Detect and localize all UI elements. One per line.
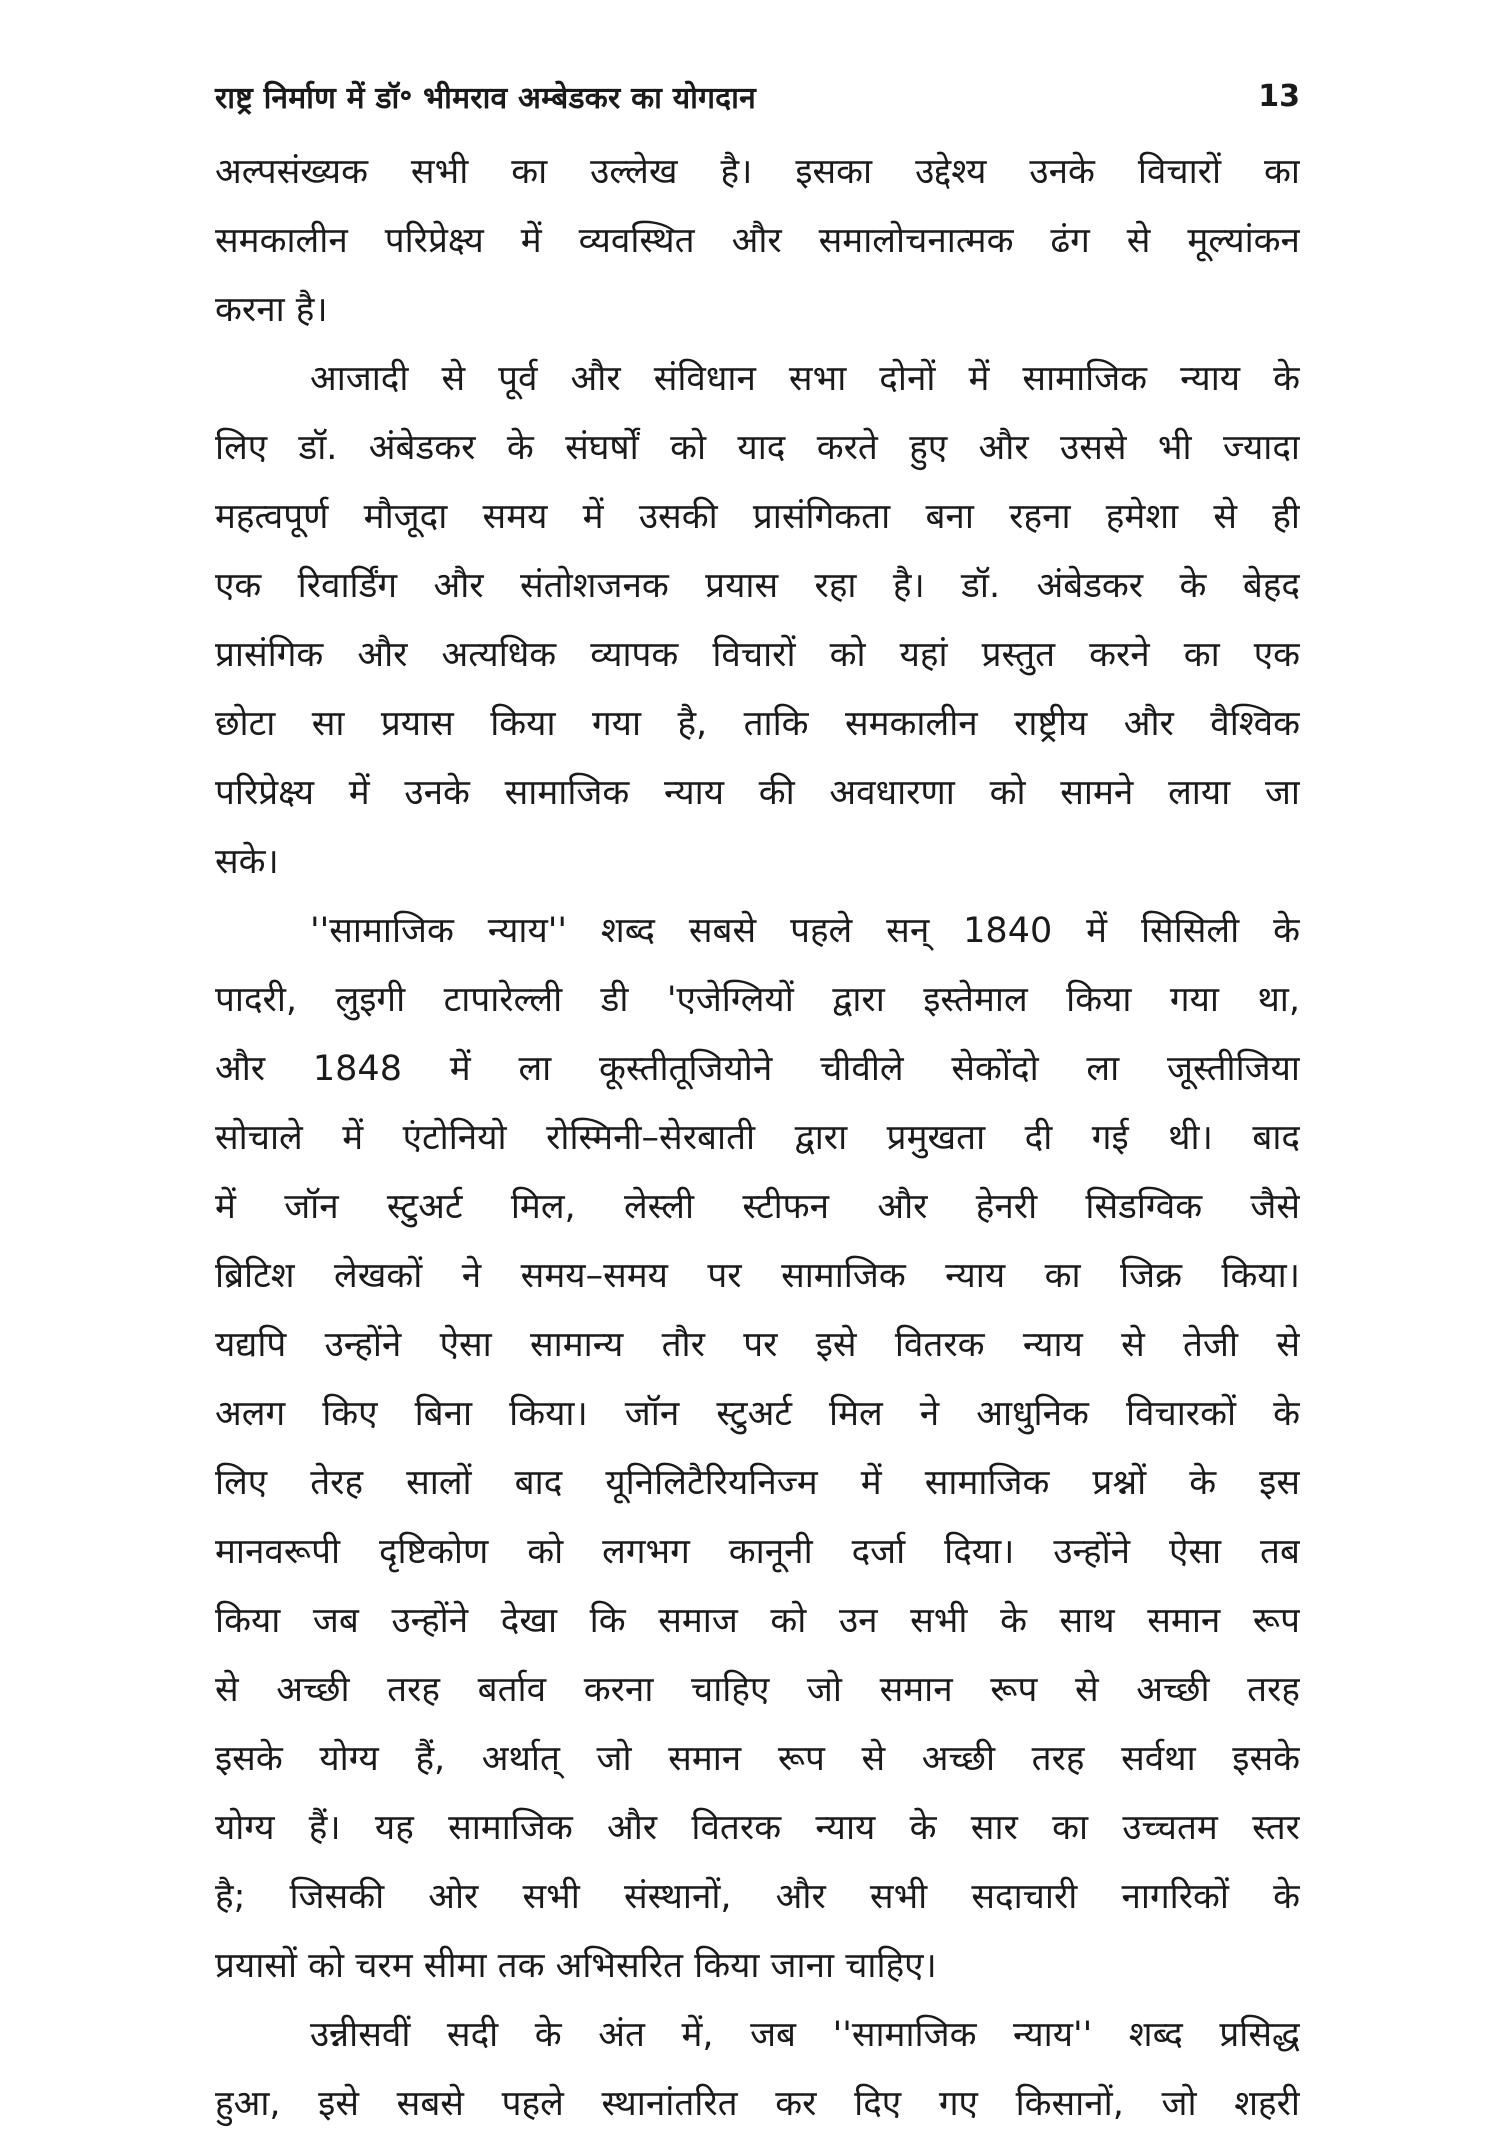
text-line: करना है। (215, 290, 328, 330)
text-line: पादरी, लुइगी टापारेल्ली डी 'एजेग्लियों द्वारा इस्तेमाल किया गया था, (215, 980, 1300, 1020)
text-line: हुआ, इसे सबसे पहले स्थानांतरित कर दिए गए किसानों, जो शहरी (215, 2084, 1300, 2124)
text-line: इसके योग्य हैं, अर्थात् जो समान रूप से अच्छी तरह सर्वथा इसके (215, 1739, 1300, 1779)
text-line: छोटा सा प्रयास किया गया है, ताकि समकालीन राष्ट्रीय और वैश्विक (215, 704, 1300, 744)
text-line: सोचाले में एंटोनियो रोस्मिनी–सेरबाती द्वारा प्रमुखता दी गई थी। बाद (215, 1118, 1300, 1158)
text-line: ब्रिटिश लेखकों ने समय–समय पर सामाजिक न्याय का जिक्र किया। (215, 1256, 1300, 1296)
text-line: प्रयासों को चरम सीमा तक अभिसरित किया जाना चाहिए। (215, 1946, 937, 1986)
text-line: अल्पसंख्यक सभी का उल्लेख है। इसका उद्देश्य उनके विचारों का (215, 152, 1300, 192)
text-line: अलग किए बिना किया। जॉन स्टुअर्ट मिल ने आधुनिक विचारकों के (215, 1394, 1300, 1434)
text-line: परिप्रेक्ष्य में उनके सामाजिक न्याय की अवधारणा को सामने लाया जा (215, 773, 1300, 813)
text-line: ''सामाजिक न्याय'' शब्द सबसे पहले सन् 1840 में सिसिली के (310, 911, 1300, 951)
text-line: प्रासंगिक और अत्यधिक व्यापक विचारों को यहां प्रस्तुत करने का एक (215, 635, 1300, 675)
text-line: आजादी से पूर्व और संविधान सभा दोनों में सामाजिक न्याय के (310, 359, 1300, 399)
text-line: समकालीन परिप्रेक्ष्य में व्यवस्थित और समालोचनात्मक ढंग से मूल्यांकन (215, 221, 1300, 261)
text-line: और 1848 में ला कूस्तीतूजियोने चीवीले सेकोंदो ला जूस्तीजिया (215, 1049, 1300, 1089)
text-line: एक रिवार्डिंग और संतोशजनक प्रयास रहा है। डॉ. अंबेडकर के बेहद (215, 566, 1300, 606)
running-header (215, 74, 1300, 118)
text-line: लिए तेरह सालों बाद यूनिलिटैरियनिज्म में सामाजिक प्रश्नों के इस (215, 1463, 1300, 1503)
text-line: यद्यपि उन्होंने ऐसा सामान्य तौर पर इसे वितरक न्याय से तेजी से (215, 1325, 1300, 1365)
chapter-title: राष्ट्र निर्माण में डॉ॰ भीमराव अम्बेडकर का योगदान (215, 80, 756, 116)
text-line: में जॉन स्टुअर्ट मिल, लेस्ली स्टीफन और हेनरी सिडग्विक जैसे (215, 1187, 1300, 1227)
page-number: 13 (1258, 78, 1300, 114)
text-line: योग्य हैं। यह सामाजिक और वितरक न्याय के सार का उच्चतम स्तर (215, 1808, 1300, 1848)
text-line: लिए डॉ. अंबेडकर के संघर्षों को याद करते हुए और उससे भी ज्यादा (215, 428, 1300, 468)
body-text (215, 138, 1300, 2139)
text-line: किया जब उन्होंने देखा कि समाज को उन सभी के साथ समान रूप (215, 1601, 1300, 1641)
text-line: उन्नीसवीं सदी के अंत में, जब ''सामाजिक न्याय'' शब्द प्रसिद्ध (310, 2015, 1300, 2055)
text-line: मानवरूपी दृष्टिकोण को लगभग कानूनी दर्जा दिया। उन्होंने ऐसा तब (215, 1532, 1300, 1572)
text-line: महत्वपूर्ण मौजूदा समय में उसकी प्रासंगिकता बना रहना हमेशा से ही (215, 497, 1300, 537)
text-line: सके। (215, 842, 279, 882)
text-line: से अच्छी तरह बर्ताव करना चाहिए जो समान रूप से अच्छी तरह (215, 1670, 1300, 1710)
text-line: है; जिसकी ओर सभी संस्थानों, और सभी सदाचारी नागरिकों के (215, 1877, 1300, 1917)
